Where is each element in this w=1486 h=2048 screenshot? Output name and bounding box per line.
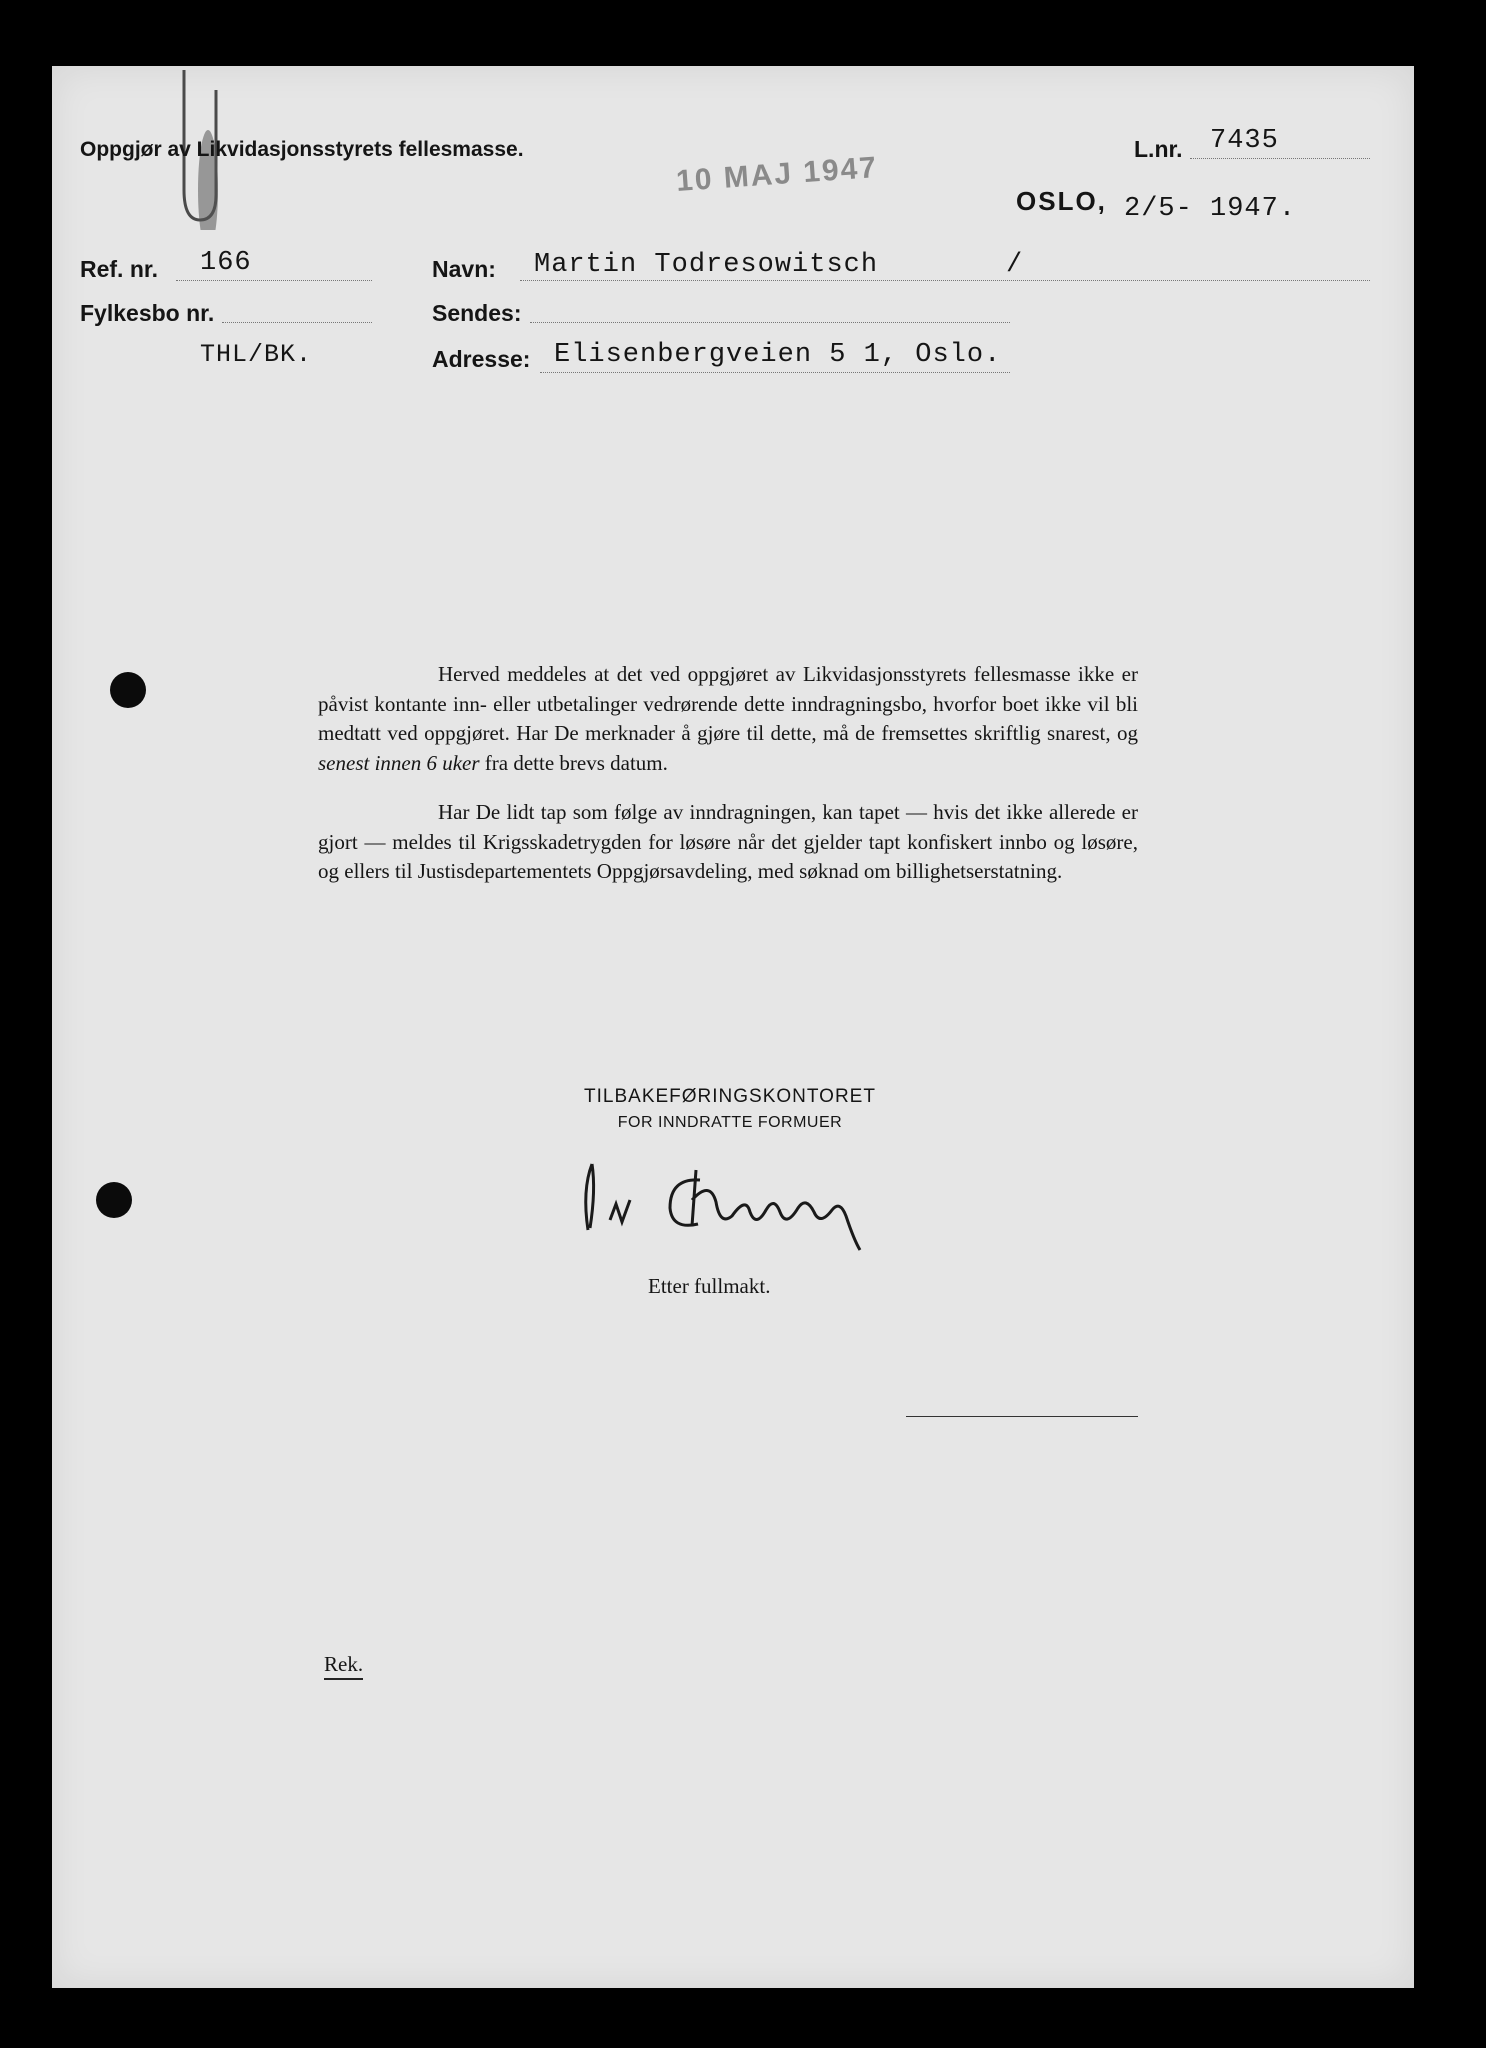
paragraph-1-end: fra dette brevs datum. <box>479 750 668 775</box>
lnr-underline <box>1190 158 1370 159</box>
letter-body <box>318 660 1138 887</box>
recipient-name: Martin Todresowitsch <box>534 250 879 280</box>
sendes-underline <box>530 322 1010 323</box>
sender-initials: THL/BK. <box>200 340 313 369</box>
recipient-address: Elisenbergveien 5 1, Oslo. <box>554 340 1002 370</box>
ref-value: 166 <box>200 248 252 278</box>
paragraph-2: Har De lidt tap som følge av inndragningen, kan tapet — hvis det ikke allerede er gjort — meldes til Krigsskadetrygden for løsøre når det gjelder tapt konfiskert innbo og løsøre, og ellers til Justisdepartementets Oppgjørsavdeling, med søknad om billighetserstatning. <box>318 800 1138 883</box>
navn-label: Navn: <box>432 256 496 282</box>
punch-hole-bottom <box>96 1182 132 1218</box>
office-name-line2: FOR INNDRATTE FORMUER <box>617 1114 843 1131</box>
office-name-line1: TILBAKEFØRINGSKONTORET <box>584 1086 876 1107</box>
name-slash: / <box>1006 250 1024 280</box>
signature-line <box>906 1416 1138 1417</box>
lnr-label: L.nr. <box>1134 136 1183 162</box>
registered-mark: Rek. <box>324 1652 363 1680</box>
letter-date: 2/5- 1947. <box>1124 194 1297 224</box>
navn-underline <box>520 280 1370 281</box>
handwritten-signature <box>570 1150 930 1260</box>
place-label: OSLO, <box>1016 186 1107 216</box>
adresse-label: Adresse: <box>432 346 531 372</box>
paragraph-1 <box>318 660 1138 778</box>
ref-underline <box>176 280 372 281</box>
punch-hole-top <box>110 672 146 708</box>
closing-text: Etter fullmakt. <box>648 1274 771 1298</box>
paragraph-1-text: Herved meddeles at det ved oppgjøret av Likvidasjonsstyrets fellesmasse ikke er påvist kontante inn- eller utbetalinger vedrørende dette inndragningsbo, hvorfor boet ikke vil bli medtatt ved oppgjøret. Har De merknader å gjøre til dette, må de fremsettes skriftlig snarest, og <box>318 662 1138 745</box>
sendes-label: Sendes: <box>432 300 522 326</box>
deadline-emphasis: senest innen 6 uker <box>318 750 480 775</box>
org-title: Oppgjør av Likvidasjonsstyrets fellesmasse. <box>80 138 524 161</box>
fylkesbo-label: Fylkesbo nr. <box>80 300 215 326</box>
ref-label: Ref. nr. <box>80 256 158 282</box>
fylkesbo-underline <box>222 322 372 323</box>
lnr-value: 7435 <box>1210 126 1279 156</box>
office-block <box>560 1086 900 1132</box>
adresse-underline <box>540 372 1010 373</box>
received-stamp: 10 MAJ 1947 <box>675 150 879 199</box>
